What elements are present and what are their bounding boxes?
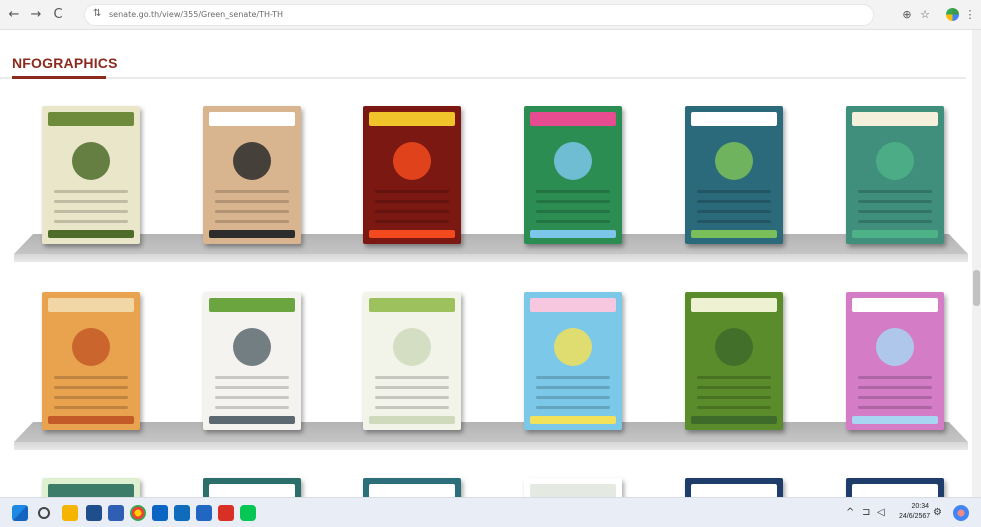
taskbar-clock[interactable] [899,502,929,522]
thumbnail-text-line [54,210,128,213]
thumbnail-graphic [72,328,110,366]
address-text[interactable]: senate.go.th/view/355/Green_senate/TH-TH [109,10,284,19]
heading-divider [0,77,966,79]
thumbnail-footer [369,230,455,238]
app-icon[interactable] [108,505,124,521]
thumbnail-footer [691,416,777,424]
thumbnail-text-line [536,376,610,379]
thumbnail-text-line [858,200,932,203]
thumbnail-header [209,484,295,497]
infographic-thumbnail[interactable] [203,478,301,497]
infographic-thumbnail[interactable] [846,478,944,497]
network-icon[interactable]: ⊐ [862,507,871,518]
thumbnail-graphic [715,142,753,180]
thumbnail-header [48,484,134,497]
scrollbar-thumb[interactable] [973,270,980,306]
thumbnail-text-line [215,200,289,203]
app-icon[interactable] [174,505,190,521]
thumbnail-graphic [876,328,914,366]
shelf [14,422,968,452]
thumbnail-text-line [54,200,128,203]
browser-toolbar [0,0,981,30]
thumbnail-text-line [215,190,289,193]
thumbnail-text-line [697,386,771,389]
thumbnail-text-line [215,220,289,223]
thumbnail-footer [852,416,938,424]
thumbnail-text-line [375,376,449,379]
thumbnail-header [691,112,777,126]
clock-date: 24/6/2567 [899,513,931,520]
thumbnail-text-line [858,190,932,193]
chrome-icon[interactable] [130,505,146,521]
infographic-thumbnail[interactable] [363,106,461,244]
thumbnail-graphic [393,328,431,366]
thumbnail-text-line [858,210,932,213]
infographic-thumbnail[interactable] [203,106,301,244]
thumbnail-header [369,298,455,312]
thumbnail-graphic [233,142,271,180]
taskbar [0,497,981,527]
thumbnail-header [691,484,777,497]
thumbnail-header [209,112,295,126]
notification-icon[interactable]: ⚙ [933,507,942,518]
thumbnail-footer [48,416,134,424]
thumbnail-text-line [54,386,128,389]
thumbnail-text-line [215,386,289,389]
file-explorer-icon[interactable] [62,505,78,521]
infographic-thumbnail[interactable] [42,106,140,244]
thumbnail-graphic [715,328,753,366]
thumbnail-text-line [536,396,610,399]
infographic-thumbnail[interactable] [524,292,622,430]
thumbnail-header [852,112,938,126]
thumbnail-text-line [375,386,449,389]
infographic-thumbnail[interactable] [42,478,140,497]
thumbnail-text-line [215,210,289,213]
thumbnail-text-line [697,220,771,223]
thumbnail-text-line [536,200,610,203]
page-scrollbar[interactable] [972,30,981,497]
app-icon[interactable] [86,505,102,521]
thumbnail-footer [209,230,295,238]
page-heading: NFOGRAPHICS [12,55,118,71]
thumbnail-text-line [858,376,932,379]
thumbnail-header [209,298,295,312]
thumbnail-header [852,298,938,312]
thumbnail-graphic [876,142,914,180]
infographic-thumbnail[interactable] [685,292,783,430]
thumbnail-header [691,298,777,312]
thumbnail-text-line [54,376,128,379]
thumbnail-footer [530,416,616,424]
thumbnail-footer [691,230,777,238]
forward-icon[interactable]: → [30,7,42,22]
thumbnail-header [48,298,134,312]
line-icon[interactable] [240,505,256,521]
thumbnail-footer [209,416,295,424]
thumbnail-header [48,112,134,126]
thumbnail-graphic [72,142,110,180]
infographic-thumbnail[interactable] [363,292,461,430]
tray-chevron-icon[interactable]: ^ [846,507,855,518]
thumbnail-text-line [858,386,932,389]
thumbnail-footer [852,230,938,238]
thumbnail-text-line [536,210,610,213]
thumbnail-text-line [215,406,289,409]
thumbnail-header [530,112,616,126]
thumbnail-graphic [554,328,592,366]
thumbnail-text-line [375,210,449,213]
heading-underline [12,76,106,79]
reload-icon[interactable]: C [53,7,63,22]
infographic-thumbnail[interactable] [42,292,140,430]
thumbnail-graphic [393,142,431,180]
thumbnail-text-line [697,210,771,213]
back-icon[interactable]: ← [8,7,20,22]
thumbnail-header [369,112,455,126]
infographic-thumbnail[interactable] [846,292,944,430]
thumbnail-text-line [54,220,128,223]
thumbnail-text-line [375,406,449,409]
thumbnail-footer [530,230,616,238]
thumbnail-header [852,484,938,497]
volume-icon[interactable]: ◁ [877,507,885,518]
thumbnail-text-line [375,200,449,203]
thumbnail-footer [48,230,134,238]
shelf [14,234,968,264]
thumbnail-text-line [375,190,449,193]
menu-icon[interactable]: ⋮ [964,8,976,21]
thumbnail-text-line [375,396,449,399]
pdf-icon[interactable] [218,505,234,521]
thumbnail-text-line [54,406,128,409]
thumbnail-graphic [554,142,592,180]
edge-icon[interactable] [152,505,168,521]
infographic-thumbnail[interactable] [524,478,622,497]
site-info-icon[interactable]: ⇅ [93,8,102,19]
zoom-icon[interactable]: ⊕ [902,8,912,21]
search-icon[interactable] [38,507,50,519]
thumbnail-text-line [536,190,610,193]
thumbnail-text-line [536,386,610,389]
infographic-thumbnail[interactable] [846,106,944,244]
thumbnail-text-line [858,406,932,409]
infographic-thumbnail[interactable] [685,478,783,497]
thumbnail-text-line [54,190,128,193]
thumbnail-text-line [375,220,449,223]
thumbnail-text-line [697,396,771,399]
infographic-thumbnail[interactable] [685,106,783,244]
thumbnail-text-line [536,406,610,409]
thumbnail-text-line [215,376,289,379]
thumbnail-text-line [858,220,932,223]
infographic-thumbnail[interactable] [363,478,461,497]
thumbnail-text-line [697,376,771,379]
thumbnail-graphic [233,328,271,366]
thumbnail-text-line [54,396,128,399]
thumbnail-text-line [697,190,771,193]
thumbnail-text-line [536,220,610,223]
thumbnail-header [530,484,616,497]
outlook-icon[interactable] [196,505,212,521]
infographic-thumbnail[interactable] [524,106,622,244]
address-bar[interactable] [84,4,874,26]
thumbnail-footer [369,416,455,424]
page-content [0,30,972,497]
clock-time: 20:34 [911,503,929,510]
thumbnail-text-line [858,396,932,399]
infographic-thumbnail[interactable] [203,292,301,430]
start-icon[interactable] [12,505,28,521]
thumbnail-text-line [215,396,289,399]
thumbnail-header [530,298,616,312]
thumbnail-text-line [697,406,771,409]
profile-icon[interactable] [946,8,959,21]
thumbnail-text-line [697,200,771,203]
thumbnail-header [369,484,455,497]
bookmark-star-icon[interactable]: ☆ [920,8,930,21]
copilot-icon[interactable] [953,505,969,521]
